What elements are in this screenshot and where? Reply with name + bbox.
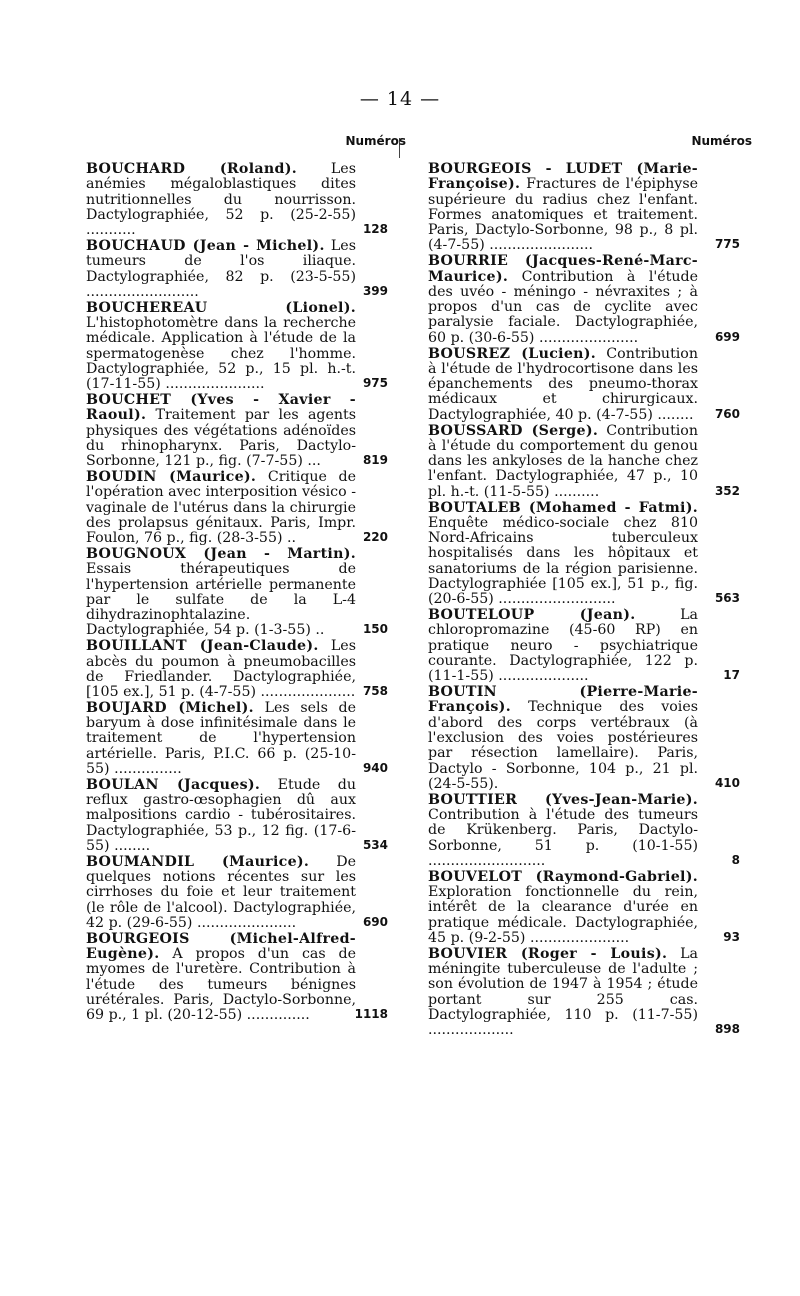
author-name: BOURGEOIS - LUDET (Marie-Françoise). [428,161,698,193]
author-name: BOUVIER (Roger - Louis). [428,945,668,962]
entry-number: 940 [362,761,388,776]
entry-text: Contribution à l'étude du comportement du genou dans les ankyloses de la hanche chez l'enfant. Dactylographiée, 47 p., 10 pl. h.-t. (11-5-55) .......... [428,422,698,500]
entry-number: 775 [714,237,740,252]
bibliography-entry [86,545,388,639]
entry-number: 563 [714,591,740,606]
author-name: BOUTALEB (Mohamed - Fatmi). [428,499,698,516]
author-name: BOUDIN (Maurice). [86,468,257,485]
left-entries [86,161,388,1024]
entry-text: Etude du reflux gastro-œsophagien dû aux malpositions cardio - tubérositaires. Dactylographiée, 53 p., 12 fig. (17-6-55) ........ [86,776,357,855]
entry-number: 410 [714,775,740,790]
entry-number: 758 [362,684,388,699]
entry-number: 690 [362,915,388,930]
column-header-right: Numéros [691,134,752,148]
bibliography-entry [86,776,388,855]
column-header-left: Numéros [345,134,406,148]
bibliography-entry [428,684,740,792]
entry-text: Les tumeurs de l'os iliaque. Dactylographiée, 82 p. (23-5-55) ......................... [86,237,356,300]
entry-text: L'histophotomètre dans la recherche médicale. Application à l'étude de la spermatogenèse chez l'homme. Dactylographiée, 52 p., 15 pl. h.-t. (17-11-55) ...................... [86,314,356,393]
entry-number: 8 [731,852,740,867]
bibliography-entry [86,161,388,239]
bibliography-entry [428,499,740,608]
author-name: BOUCHET (Yves - Xavier - Raoul). [86,391,356,424]
entry-text: Technique des voies d'abord des corps vertébraux (à l'exclusion des voies postérieures par résection lamellaire). Paris, Dactylo - Sorbonne, 104 p., 21 pl. (24-5-55). [428,699,698,792]
entry-number: 93 [723,929,740,944]
entry-text: Exploration fonctionnelle du rein, intérêt de la clearance d'urée en pratique médicale. Dactylographiée, 45 p. (9-2-55) ...................... [428,883,698,946]
author-name: BOUSSARD (Serge). [428,422,599,439]
author-name: BOURRIE (Jacques-René-Marc-Maurice). [428,253,698,285]
entry-text: La méningite tuberculeuse de l'adulte ; son évolution de 1947 à 1954 ; étude portant sur 255 cas. Dactylographiée, 110 p. (11-7-55) ................... [428,945,699,1039]
author-name: BOUGNOUX (Jean - Martin). [86,545,356,562]
author-name: BOUILLANT (Jean-Claude). [86,638,319,655]
bibliography-entry [86,237,388,300]
entry-number: 220 [362,530,388,545]
entry-number: 898 [714,1022,740,1037]
entry-number: 534 [362,838,388,853]
entry-text: Fractures de l'épiphyse supérieure du radius chez l'enfant. Formes anatomiques et traitement. Paris, Dactylo-Sorbonne, 98 p., 8 pl. (4-7-55) ....................... [428,176,698,254]
bibliography-entry [86,699,388,778]
entry-number: 128 [362,222,388,237]
entry-number: 399 [362,283,388,298]
entry-text: De quelques notions récentes sur les cirrhoses du foie et leur traitement (le rôle de l'alcool). Dactylographiée, 42 p. (29-6-55) ...................... [86,853,356,932]
bibliography-entry [86,468,388,547]
entry-text: Enquête médico-sociale chez 810 Nord-Africains tuberculeux hospitalisés dans les hôpitaux et sanatoriums de la région parisienne. Dactylographiée [105 ex.], 51 p., fig. (20-6-55) .......................... [428,514,698,608]
entry-number: 150 [362,622,388,637]
entry-text: A propos d'un cas de myomes de l'uretère. Contribution à l'étude des tumeurs bénignes urétérales. Paris, Dactylo-Sorbonne, 69 p., 1 pl. (20-12-55) .............. [86,946,357,1024]
bibliography-entry [428,868,740,946]
author-name: BOUJARD (Michel). [86,699,254,716]
entry-number: 699 [714,329,740,344]
bibliography-entry [86,853,388,932]
bibliography-entry [428,345,740,423]
entry-number: 760 [714,406,740,421]
bibliography-entry [428,945,740,1039]
bibliography-entry [86,299,388,393]
bibliography-entry [428,253,740,346]
bibliography-entry [86,930,388,1024]
author-name: BOUSREZ (Lucien). [428,345,597,362]
author-name: BOUTTIER (Yves-Jean-Marie). [428,791,698,808]
author-name: BOUTELOUP (Jean). [428,607,636,624]
author-name: BOURGEOIS (Michel-Alfred-Eugène). [86,930,356,963]
entry-text: Critique de l'opération avec interposition vésico - vaginale de l'utérus dans la chirurgie des prolapsus génitaux. Paris, Impr. Foulon, 76 p., fig. (28-3-55) .. [86,468,356,547]
entry-text: Essais thérapeutiques de l'hypertension artérielle permanente par le sulfate de la L-4 dihydrazinophtalazine. Dactylographiée, 54 p. (1-3-55) .. [86,561,356,639]
entry-text: Les anémies mégaloblastiques dites nutritionnelles du nourrisson. Dactylographiée, 52 p. (25-2-55) ........... [86,161,356,239]
entry-number: 975 [362,376,388,391]
entry-text: Contribution à l'étude des uvéo - méningo - névraxites ; à propos d'un cas de cyclite avec paralysie faciale. Dactylographiée, 60 p. (30-6-55) ...................... [428,268,698,346]
author-name: BOUCHEREAU (Lionel). [86,299,356,316]
bibliography-entry [428,161,740,254]
author-name: BOULAN (Jacques). [86,776,261,793]
entry-number: 1118 [354,1007,388,1022]
author-name: BOUTIN (Pierre-Marie-François). [428,684,698,716]
entry-text: Contribution à l'étude des tumeurs de Krükenberg. Paris, Dactylo-Sorbonne, 51 p. (10-1-55) .......................... [428,806,698,869]
bibliography-entry [428,791,740,869]
bibliography-entry [428,607,740,685]
entry-text: Traitement par les agents physiques des végétations adénoïdes du rhinopharynx. Paris, Dactylo-Sorbonne, 121 p., fig. (7-7-55) ... [86,407,357,470]
entry-text: Contribution à l'étude de l'hydrocortisone dans les épanchements des pneumo-thorax médicaux et chirurgicaux. Dactylographiée, 40 p. (4-7-55) ........ [428,345,698,423]
author-name: BOUCHARD (Roland). [86,161,297,177]
entry-number: 352 [714,483,740,498]
entry-text: La chloropromazine (45-60 RP) en pratique neuro - psychiatrique courante. Dactylographiée, 122 p. (11-1-55) .................... [428,607,699,685]
entry-number: 17 [723,668,740,683]
page-number: — 14 — [359,88,441,110]
author-name: BOUMANDIL (Maurice). [86,853,310,870]
author-name: BOUVELOT (Raymond-Gabriel). [428,868,698,885]
bibliography-entry [86,391,388,470]
author-name: BOUCHAUD (Jean - Michel). [86,237,325,254]
bibliography-entry [428,422,740,500]
right-entries [428,161,740,1039]
entry-text: Les sels de baryum à dose infinitésimale dans le traitement de l'hypertension artérielle. Paris, P.I.C. 66 p. (25-10-55) ............... [86,699,357,778]
entry-text: Les abcès du poumon à pneumobacilles de Friedlander. Dactylographiée, [105 ex.], 51 p. (4-7-55) ..................... [86,638,356,701]
entry-number: 819 [362,453,388,468]
bibliography-entry [86,638,388,701]
